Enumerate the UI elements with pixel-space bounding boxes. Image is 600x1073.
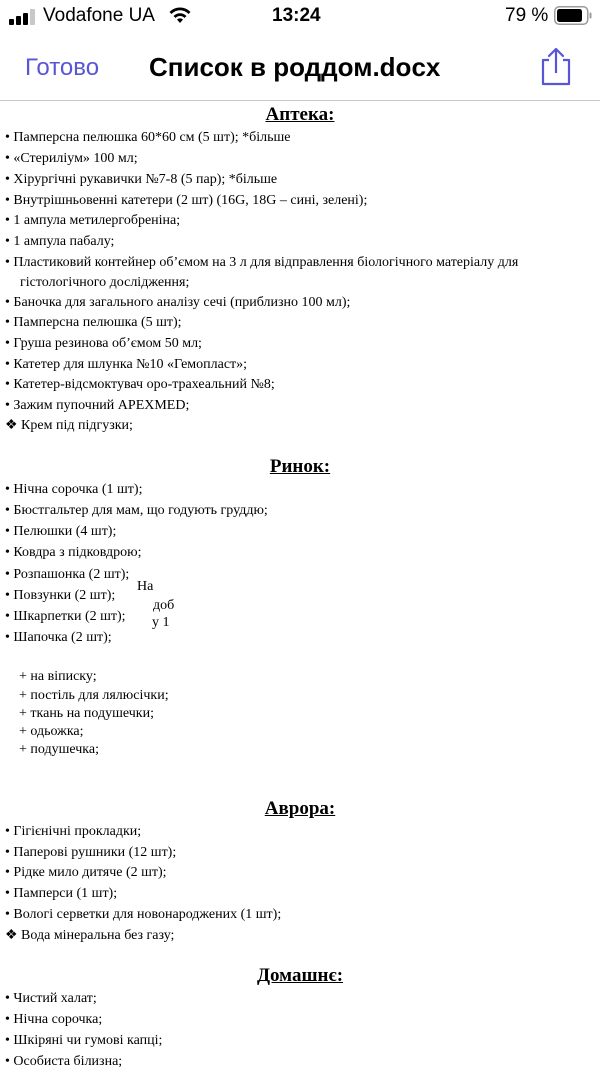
extra-item: + на віписку; — [19, 669, 97, 684]
list-item: • Особиста білизна; — [5, 1054, 123, 1069]
list-item: • Катетер для шлунка №10 «Гемопласт»; — [5, 357, 248, 372]
list-item: • Памперси (1 шт); — [5, 886, 118, 901]
list-item: • Пластиковий контейнер об’ємом на 3 л для відправлення біологічного матеріалу для — [5, 255, 519, 270]
extra-item: + подушечка; — [19, 742, 99, 757]
done-button[interactable]: Готово — [25, 54, 100, 81]
list-item-continuation — [5, 273, 595, 294]
list-item: • Гігієнічні прокладки; — [5, 824, 142, 839]
list-item-wrap-text: гістологічного дослідження; — [20, 275, 190, 290]
list-item: • «Стериліум» 100 мл; — [5, 151, 138, 166]
list-item: • Катетер-відсмоктувач оро-трахеальний №8; — [5, 377, 275, 392]
list-item: • Баночка для загального аналізу сечі (приблизно 100 мл); — [5, 295, 351, 310]
share-icon[interactable] — [539, 46, 573, 86]
battery-icon — [554, 6, 592, 25]
list-item: • Нічна сорочка (1 шт); — [5, 482, 143, 497]
list-item: • Розпашонка (2 шт); — [5, 567, 130, 582]
list-item: • Рідке мило дитяче (2 шт); — [5, 865, 167, 880]
list-item: • Шкіряні чи гумові капці; — [5, 1033, 163, 1048]
list-item: • Памперсна пелюшка (5 шт); — [5, 315, 182, 330]
list-item: • 1 ампула пабалу; — [5, 234, 115, 249]
list-item: • Нічна сорочка; — [5, 1012, 103, 1027]
list-item: • Хірургічні рукавички №7-8 (5 пар); *більше — [5, 172, 278, 187]
list-item: • Бюстгальтер для мам, що годують груддю; — [5, 503, 268, 518]
status-time: 13:24 — [272, 5, 321, 26]
floating-note-text: доб — [153, 598, 175, 613]
section-heading-avrora: Аврора: — [264, 798, 336, 819]
list-item: • Памперсна пелюшка 60*60 см (5 шт); *більше — [5, 130, 291, 145]
floating-note-text: На — [137, 579, 154, 594]
list-item: • Зажим пупочний APEXMED; — [5, 398, 190, 413]
wifi-icon — [168, 6, 192, 24]
cellular-signal-icon — [9, 9, 37, 25]
list-item: • Пелюшки (4 шт); — [5, 524, 117, 539]
floating-note-text: у 1 — [152, 615, 170, 630]
list-item: ❖ Крем під підгузки; — [5, 418, 133, 433]
nav-bar — [0, 36, 600, 101]
list-item: • Внутрішньовенні катетери (2 шт) (16G, 18G – сині, зелені); — [5, 193, 368, 208]
list-item: ❖ Вода мінеральна без газу; — [5, 928, 175, 943]
list-item: • Груша резинова об’ємом 50 мл; — [5, 336, 202, 351]
list-item: • Паперові рушники (12 шт); — [5, 845, 177, 860]
list-item: • Повзунки (2 шт); — [5, 588, 116, 603]
extra-item: + ткань на подушечки; — [19, 706, 154, 721]
section-heading-home: Домашнє: — [256, 965, 344, 986]
document-body — [0, 101, 600, 1069]
section-heading-market: Ринок: — [269, 456, 331, 477]
status-bar — [0, 0, 600, 36]
document-title: Список в роддом.docx — [149, 52, 441, 82]
list-item: • Шапочка (2 шт); — [5, 630, 112, 645]
list-item: • Шкарпетки (2 шт); — [5, 609, 126, 624]
section-heading-pharmacy: Аптека: — [265, 104, 335, 125]
battery-percentage: 79 % — [505, 5, 549, 26]
list-item: • Вологі серветки для новонароджених (1 шт); — [5, 907, 282, 922]
list-item: • Чистий халат; — [5, 991, 97, 1006]
carrier-name: Vodafone UA — [43, 5, 155, 26]
extra-item: + постіль для лялюсічки; — [19, 688, 169, 703]
list-item: • 1 ампула метилергобреніна; — [5, 213, 181, 228]
list-item: • Ковдра з підковдрою; — [5, 545, 142, 560]
extra-item: + одьожка; — [19, 724, 84, 739]
